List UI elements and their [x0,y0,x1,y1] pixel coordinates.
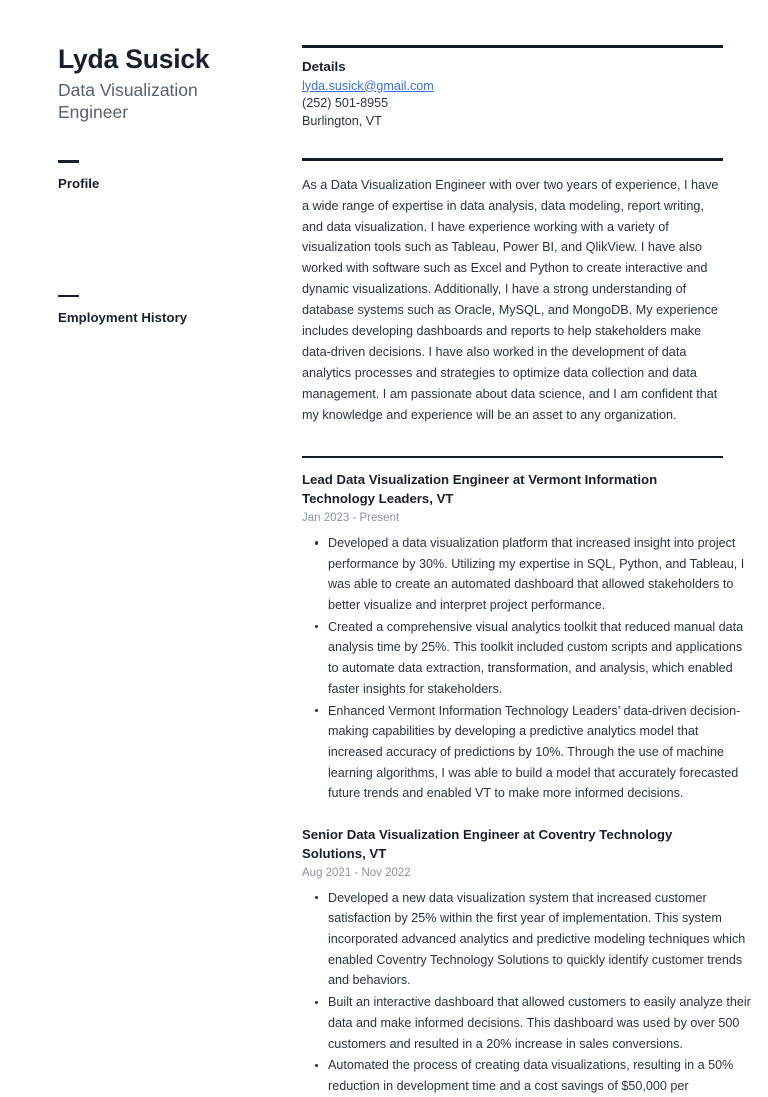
spacer [302,426,723,456]
sidebar-heading-profile: Profile [58,175,100,191]
sidebar-section-profile [58,160,280,191]
sidebar-heading-employment: Employment History [58,310,188,326]
details-section [302,48,723,132]
resume-main [302,45,751,1093]
employment-entry [302,458,745,804]
employment-entry [302,805,751,1097]
email-line [302,77,723,96]
list-item: Developed a data visualization platform that increased insight into project performance by 30%. Utilizing my expertise in SQL, Python, and Tableau, I was able to create an automated dashboard that allowed stakeholders to better visualize and interpret project performance. [328,533,755,616]
dash-icon [58,295,79,298]
location-line: Burlington, VT [302,114,382,129]
list-item: Built an interactive dashboard that allowed customers to easily analyze their data and make informed decisions. This dashboard was used by over 500 customers and resulted in a 20% increase in sales conversions. [328,992,755,1054]
employment-bullets [302,533,755,804]
sidebar-section-employment [58,295,280,326]
list-item: Developed a new data visualization system that increased customer satisfaction by 25% within the first year of implementation. This system incorporated advanced analytics and predictive modeling techniques which enabled Coventry Technology Solutions to quickly identify customer trends and behaviors. [328,888,755,992]
phone-line: (252) 501-8955 [302,96,389,111]
profile-paragraph: As a Data Visualization Engineer with over two years of experience, I have a wide range of expertise in data analysis, data modeling, report writing, and data visualization. I have experience working with a variety of visualization tools such as Tableau, Power BI, and QlikView. I have also worked with software such as Excel and Python to create interactive and dynamic visualizations. Additionally, I have a strong understanding of database systems such as Oracle, MySQL, and MongoDB. My experience includes developing dashboards and reports to help stakeholders make data-driven decisions. I have also worked in the development of data analytics processes and strategies to optimize data collection and data management. I am passionate about data science, and I am confident that my knowledge and experience will be an asset to any organization. [302,177,719,422]
resume-sidebar [58,45,302,1086]
details-heading: Details [302,58,346,74]
spacer [302,131,723,158]
employment-dates: Jan 2023 - Present [302,511,400,524]
employment-title: Senior Data Visualization Engineer at Coventry Technology Solutions, VT [302,827,673,861]
employment-dates: Aug 2021 - Nov 2022 [302,866,411,879]
employment-title: Lead Data Visualization Engineer at Vermont Information Technology Leaders, VT [302,472,658,507]
list-item: Created a comprehensive visual analytics toolkit that reduced manual data analysis time by 25%. This toolkit included custom scripts and applications to automate data extraction, transformation, and analysis, which enabled faster insights for stakeholders. [328,617,755,700]
employment-bullets [302,888,755,1097]
candidate-name: Lyda Susick [58,44,210,74]
email-link[interactable]: lyda.susick@gmail.com [302,78,434,93]
dash-icon [58,160,79,163]
list-item: Enhanced Vermont Information Technology Leaders’ data-driven decision-making capabilities by developing a predictive analytics model that increased accuracy of predictions by 10%. Through the use of machine learning algorithms, I was able to build a model that accurately forecasted future trends and enabled VT to make more informed decisions. [328,701,755,805]
candidate-job-title: Data Visualization Engineer [58,79,198,123]
list-item: Automated the process of creating data visualizations, resulting in a 50% reduction in development time and a cost savings of $50,000 per [328,1055,755,1096]
